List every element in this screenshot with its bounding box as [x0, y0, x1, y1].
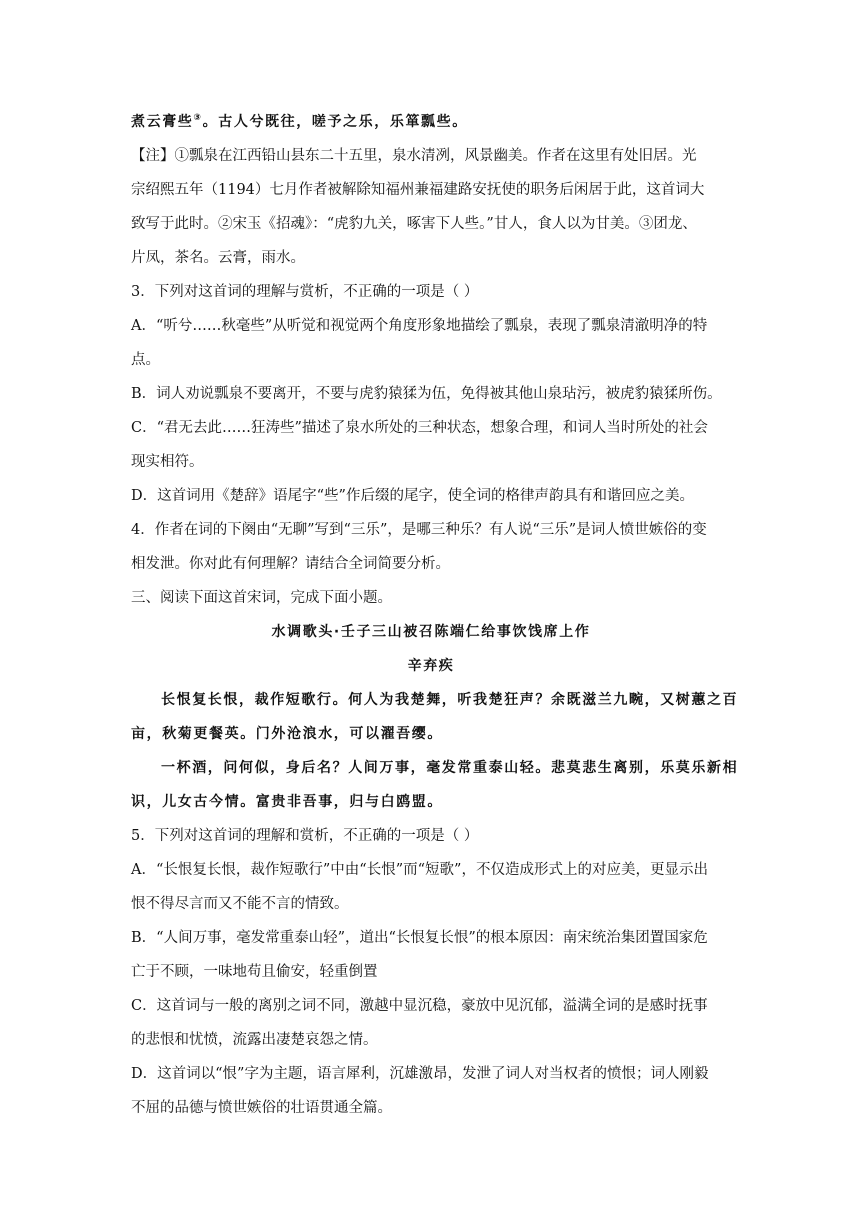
q3-option-b: B．词人劝说瓢泉不要离开，不要与虎豹猿猱为伍，免得被其他山泉玷污，被虎豹猿猱所伤。 [131, 386, 722, 402]
poem1-last-line [131, 112, 731, 132]
q5-option-b: B．“人间万事，毫发常重泰山轻”，道出“长恨复长恨”的根本原因：南宋统治集团置国家危 [131, 930, 708, 946]
poem2-line: 识，儿女古今情。富贵非吾事，归与白鸥盟。 [131, 794, 443, 810]
question-4: 4．作者在词的下阕由“无聊”写到“三乐”，是哪三种乐？有人说“三乐”是词人愤世嫉俗的变 [131, 522, 707, 538]
poem1-end-rest: 。古人兮既往，嗟予之乐，乐箪瓢些。 [202, 114, 468, 130]
poem2-line: 一杯酒，问何似，身后名？人间万事，毫发常重泰山轻。悲莫悲生离别，乐莫乐新相 [161, 760, 739, 776]
note-line: 【注】①瓢泉在江西铅山县东二十五里，泉水清冽，风景幽美。作者在这里有处旧居。光 [131, 148, 697, 164]
q5-option-c-cont: 的悲恨和忧愤，流露出凄楚哀怨之情。 [131, 1032, 378, 1048]
section-3-heading: 三、阅读下面这首宋词，完成下面小题。 [131, 590, 392, 606]
q5-option-b-cont: 亡于不顾，一味地苟且偷安，轻重倒置 [131, 964, 378, 980]
q3-option-d: D．这首词用《楚辞》语尾字“些”作后缀的尾字，使全词的格律声韵具有和谐回应之美。 [131, 488, 694, 504]
poem1-end-text: 煮云膏些 [131, 114, 194, 130]
note-line: 致写于此时。②宋玉《招魂》：“虎豹九关，啄害下人些。”甘人，食人以为甘美。③团龙、 [131, 216, 697, 232]
question-4-cont: 相发泄。你对此有何理解？请结合全词简要分析。 [131, 556, 450, 572]
q5-option-c: C．这首词与一般的离别之词不同，激越中显沉稳，豪放中见沉郁，溢满全词的是感时抚事 [131, 998, 708, 1014]
q3-option-a-cont: 点。 [131, 352, 160, 368]
q5-option-a: A．“长恨复长恨，裁作短歌行”中由“长恨”而“短歌”，不仅造成形式上的对应美，更显示出 [131, 862, 708, 878]
note-line: 片凤，茶名。云膏，雨水。 [131, 250, 305, 266]
q3-option-c: C．“君无去此……狂涛些”描述了泉水所处的三种状态，想象合理，和词人当时所处的社会 [131, 420, 708, 436]
q5-option-a-cont: 恨不得尽言而又不能不言的情致。 [131, 896, 349, 912]
question-5-stem: 5．下列对这首词的理解和赏析，不正确的一项是（ ） [131, 828, 479, 844]
poem2-line: 亩，秋菊更餐英。门外沧浪水，可以濯吾缨。 [131, 726, 443, 742]
note-line: 宗绍熙五年（1194）七月作者被解除知福州兼福建路安抚使的职务后闲居于此，这首词大 [131, 182, 705, 198]
poem2-author: 辛弃疾 [407, 658, 455, 674]
question-3-stem: 3．下列对这首词的理解与赏析，不正确的一项是（ ） [131, 284, 479, 300]
footnote-marker: ③ [193, 113, 203, 123]
q3-option-a: A．“听兮……秋毫些”从听觉和视觉两个角度形象地描绘了瓢泉，表现了瓢泉清澈明净的特 [131, 318, 708, 334]
poem2-title: 水调歌头·壬子三山被召陈端仁给事饮饯席上作 [271, 624, 591, 640]
q5-option-d-cont: 不屈的品德与愤世嫉俗的壮语贯通全篇。 [131, 1100, 392, 1116]
q3-option-c-cont: 现实相符。 [131, 454, 204, 470]
q5-option-d: D．这首词以“恨”字为主题，语言犀利，沉雄激昂，发泄了词人对当权者的愤恨；词人刚毅 [131, 1066, 709, 1082]
poem2-line: 长恨复长恨，裁作短歌行。何人为我楚舞，听我楚狂声？余既滋兰九畹，又树蕙之百 [161, 692, 739, 708]
